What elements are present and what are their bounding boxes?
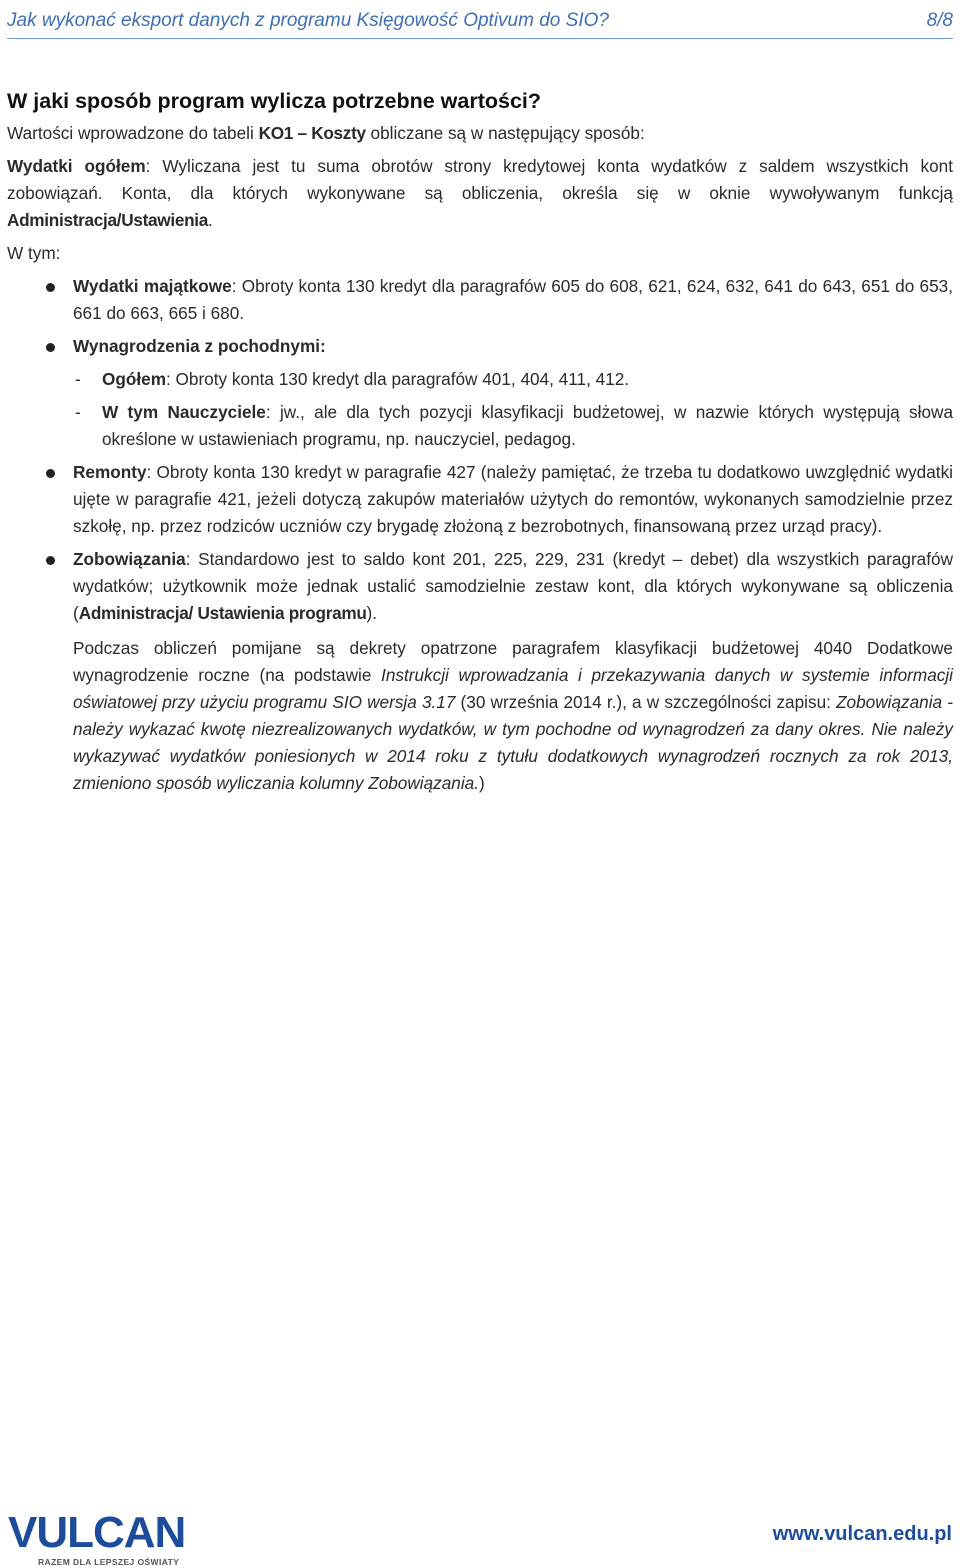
nauczyciele-text: : jw., ale dla tych pozycji klasyfikacji budżetowej, w nazwie których występują słowa określone w ustawieniach programu, np. nauczyciel, pedagog. <box>102 402 953 449</box>
bullet-icon <box>46 283 55 292</box>
dash-icon: - <box>75 402 81 422</box>
table-reference: KO1 – Koszty <box>258 123 366 143</box>
note-paragraph <box>7 635 953 797</box>
sublist-item-nauczyciele <box>73 399 953 453</box>
menu-reference: Administracja/Ustawienia <box>7 210 209 230</box>
list-item-majatkowe <box>7 273 953 327</box>
intro-text: Wartości wprowadzone do tabeli <box>7 123 259 143</box>
logo-tagline: RAZEM DLA LEPSZEJ OŚWIATY <box>38 1557 180 1567</box>
ogolem-label: Ogółem <box>102 369 166 389</box>
zobowiazania-text: : Standardowo jest to saldo kont 201, 225, 229, 231 (kredyt – debet) dla wszystkich paragrafów wydatków; użytkownik może jednak ustalić samodzielnie zestaw kont, dla których wykonywane są obliczenia ( <box>73 549 953 623</box>
list-item-zobowiazania <box>7 546 953 627</box>
intro-paragraph <box>7 120 953 147</box>
wydatki-ogolem-paragraph <box>7 153 953 234</box>
nauczyciele-label: W tym Nauczyciele <box>102 402 266 422</box>
vulcan-logo <box>8 1508 186 1567</box>
bullet-icon <box>46 556 55 565</box>
w-tym-label: W tym: <box>7 243 61 263</box>
dash-icon: - <box>75 369 81 389</box>
menu-reference: Administracja/ Ustawienia programu <box>78 603 367 623</box>
majatkowe-text: : Obroty konta 130 kredyt dla paragrafów 605 do 608, 621, 624, 632, 641 do 643, 651 do 653, 661 do 663, 665 i 680. <box>73 276 953 323</box>
wydatki-ogolem-label: Wydatki ogółem <box>7 156 146 176</box>
sublist-item-ogolem <box>73 366 953 393</box>
wydatki-ogolem-end: . <box>208 210 213 230</box>
wynagrodzenia-sublist <box>73 366 953 453</box>
items-list <box>7 273 953 627</box>
remonty-label: Remonty <box>73 462 147 482</box>
note-citation: Instrukcji wprowadzania i przekazywania danych w systemie informacji oświatowej przy użyciu programu SIO wersja 3.17 <box>73 665 953 712</box>
bullet-icon <box>46 469 55 478</box>
list-item-wynagrodzenia <box>7 333 953 453</box>
document-body <box>7 86 953 803</box>
bullet-icon <box>46 343 55 352</box>
majatkowe-label: Wydatki majątkowe <box>73 276 232 296</box>
remonty-text: : Obroty konta 130 kredyt w paragrafie 427 (należy pamiętać, że trzeba tu dodatkowo uwzględnić wydatki ujęte w paragrafie 421, jeżeli dotyczą zakupów materiałów użytych do remontów, wykonanych samodzielnie przez szkołę, np. przez rodziców uczniów czy brygadę złożoną z bezrobotnych, finansowaną przez urząd pracy). <box>73 462 953 536</box>
list-item-remonty <box>7 459 953 540</box>
wydatki-ogolem-text: : Wyliczana jest tu suma obrotów strony kredytowej konta wydatków z saldem wszystkich kont zobowiązań. Konta, dla których wykonywane są obliczenia, określa się w oknie wywoływanym funkcją <box>7 156 953 203</box>
zobowiazania-label: Zobowiązania <box>73 549 186 569</box>
document-title: Jak wykonać eksport danych z programu Księgowość Optivum do SIO? <box>7 10 609 31</box>
zobowiazania-end: ). <box>366 603 378 623</box>
page-header <box>7 4 953 39</box>
ogolem-text: : Obroty konta 130 kredyt dla paragrafów 401, 404, 411, 412. <box>165 369 630 389</box>
wynagrodzenia-label: Wynagrodzenia z pochodnymi: <box>73 336 326 356</box>
note-text: Podczas obliczeń pomijane są dekrety opatrzone paragrafem klasyfikacji budżetowej 4040 Dodatkowe wynagrodzenie roczne (na podstawie <box>73 638 953 685</box>
footer-url-link[interactable]: www.vulcan.edu.pl <box>772 1523 952 1545</box>
note-text: (30 września 2014 r.), a w szczególności zapisu: <box>455 692 837 712</box>
intro-text-end: obliczane są w następujący sposób: <box>365 123 645 143</box>
logo-wordmark: VULCAN <box>8 1508 186 1557</box>
page-number: 8/8 <box>926 10 953 31</box>
note-quote: Zobowiązania - należy wykazać kwotę niezrealizowanych wydatków, w tym pochodne od wynagrodzeń za dany okres. Nie należy wykazywać wydatków poniesionych w 2014 roku z tytułu dodatkowych wynagrodzeń rocznych za rok 2013, zmieniono sposób wyliczania kolumny Zobowiązania. <box>73 692 953 793</box>
note-text: ) <box>479 773 485 793</box>
section-heading: W jaki sposób program wylicza potrzebne wartości? <box>7 89 542 113</box>
